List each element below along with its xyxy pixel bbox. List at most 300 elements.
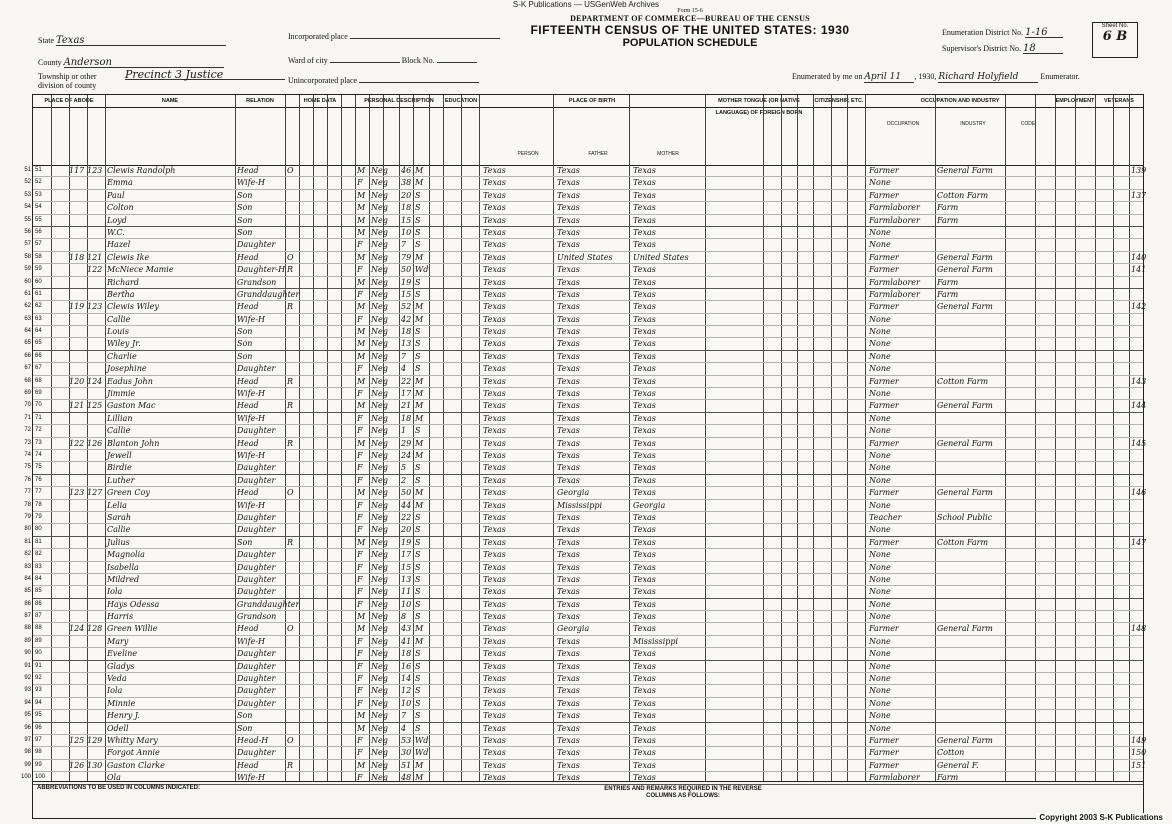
birthplace-father: Texas [557, 537, 580, 547]
relation: Head [237, 488, 259, 498]
industry: General Farm [937, 438, 993, 448]
line-number: 54 [24, 204, 31, 211]
birthplace-person: Texas [483, 227, 506, 237]
table-row [24, 661, 1143, 673]
sex: M [357, 723, 366, 733]
age: 24 [401, 450, 412, 460]
race: Neg [371, 463, 388, 473]
header-occupation: OCCUPATION [886, 121, 920, 127]
sex: F [357, 413, 363, 423]
sheet-label: Sheet No. [1101, 23, 1129, 29]
line-number-left: 51 [35, 167, 42, 173]
birthplace-father: Texas [557, 327, 580, 337]
dwelling-number: 126 [69, 760, 85, 770]
table-row [24, 338, 1143, 350]
birthplace-person: Texas [483, 351, 506, 361]
birthplace-father: Texas [557, 512, 580, 522]
relation: Daughter [237, 698, 276, 708]
table-row [24, 363, 1143, 375]
line-number: 78 [24, 501, 31, 508]
relation: Granddaughter [237, 289, 300, 299]
birthplace-father: Texas [557, 587, 580, 597]
birthplace-person: Texas [483, 438, 506, 448]
occupation: None [869, 562, 891, 572]
birthplace-mother: Texas [633, 438, 656, 448]
birthplace-mother: Texas [633, 723, 656, 733]
birthplace-father: Texas [557, 240, 580, 250]
line-number: 90 [24, 650, 31, 657]
birthplace-person: Texas [483, 773, 506, 783]
person-name: Callie [107, 314, 131, 324]
line-number-left: 82 [35, 551, 42, 558]
group-name: NAME [105, 95, 236, 108]
farm-schedule: 148 [1131, 624, 1147, 634]
line-number-left: 58 [35, 253, 42, 260]
marital-status: S [415, 537, 421, 547]
group-mother-tongue: MOTHER TONGUE (OR NATIVE LANGUAGE) OF FOREIGN BORN [705, 95, 814, 108]
person-name: McNiece Mamie [107, 265, 174, 275]
line-number: 89 [24, 637, 31, 644]
birthplace-mother: Texas [633, 302, 656, 312]
race: Neg [371, 550, 388, 560]
person-name: Gaston Clarke [107, 760, 165, 770]
race: Neg [371, 450, 388, 460]
dwelling-number: 121 [69, 401, 85, 411]
sex: M [357, 190, 366, 200]
marital-status: S [415, 339, 421, 349]
birthplace-father: Texas [557, 674, 580, 684]
table-row [24, 264, 1147, 276]
occupation: None [869, 574, 891, 584]
marital-status: S [415, 227, 421, 237]
marital-status: M [415, 624, 424, 634]
birthplace-father: Texas [557, 723, 580, 733]
sex: F [357, 550, 363, 560]
line-number-left: 55 [35, 216, 42, 223]
occupation: None [869, 686, 891, 696]
relation: Daughter [237, 364, 276, 374]
line-number: 69 [24, 390, 31, 397]
relation: Wife-H [237, 636, 266, 646]
abbrev-heading: ABBREVIATIONS TO BE USED IN COLUMNS INDICATED: [37, 785, 201, 791]
relation: Grandson [237, 612, 277, 622]
birthplace-father: Texas [557, 314, 580, 324]
race: Neg [371, 686, 388, 696]
industry: Cotton Farm [937, 190, 989, 200]
race: Neg [371, 500, 388, 510]
birthplace-person: Texas [483, 339, 506, 349]
occupation: Farmer [869, 401, 899, 411]
marital-status: Wd [415, 265, 429, 275]
table-row [24, 500, 1143, 512]
line-number-left: 59 [35, 266, 42, 273]
person-name: Callie [107, 525, 131, 535]
birthplace-father: Texas [557, 612, 580, 622]
dwelling-number: 120 [69, 376, 85, 386]
birthplace-person: Texas [483, 500, 506, 510]
birthplace-mother: Texas [633, 314, 656, 324]
race: Neg [371, 760, 388, 770]
relation: Head [237, 302, 259, 312]
line-number: 92 [24, 675, 31, 682]
sex: M [357, 488, 366, 498]
table-row [24, 735, 1147, 747]
line-number: 57 [24, 241, 31, 248]
marital-status: M [415, 773, 424, 783]
family-number: 129 [87, 735, 103, 745]
age: 41 [401, 636, 412, 646]
birthplace-father: Texas [557, 550, 580, 560]
line-number-left: 96 [35, 724, 42, 731]
age: 11 [401, 587, 412, 597]
line-number-left: 69 [35, 390, 42, 397]
birthplace-father: Texas [557, 426, 580, 436]
sex: F [357, 265, 363, 275]
birthplace-person: Texas [483, 166, 506, 175]
age: 1 [401, 426, 407, 436]
line-number: 75 [24, 464, 31, 471]
line-number-left: 61 [35, 290, 42, 297]
occupation: None [869, 612, 891, 622]
birthplace-person: Texas [483, 389, 506, 399]
relation: Head [237, 166, 259, 175]
occupation: Farmlaborer [869, 215, 920, 225]
occupation: None [869, 178, 891, 188]
person-name: Jewell [107, 450, 132, 460]
relation: Granddaughter [237, 599, 300, 609]
occupation: Farmlaborer [869, 773, 920, 783]
birthplace-mother: Texas [633, 550, 656, 560]
birthplace-person: Texas [483, 401, 506, 411]
birthplace-mother: Texas [633, 711, 656, 721]
farm-schedule: 147 [1131, 537, 1147, 547]
relation: Daughter [237, 550, 276, 560]
dwelling-number: 123 [69, 488, 85, 498]
sex: F [357, 674, 363, 684]
birthplace-mother: Texas [633, 327, 656, 337]
birthplace-mother: Texas [633, 389, 656, 399]
line-number: 87 [24, 613, 31, 620]
race: Neg [371, 661, 388, 671]
table-row [24, 487, 1147, 499]
race: Neg [371, 438, 388, 448]
township-label: Township or other division of county [38, 72, 97, 90]
marital-status: S [415, 475, 421, 485]
table-row [24, 289, 1143, 301]
person-name: Eveline [107, 649, 138, 659]
group-place-of-abode: PLACE OF ABODE [33, 95, 106, 108]
race: Neg [371, 339, 388, 349]
marital-status: S [415, 674, 421, 684]
birthplace-father: Georgia [557, 488, 590, 498]
home-tenure: O [287, 735, 294, 745]
occupation: Farmer [869, 735, 899, 745]
birthplace-mother: Texas [633, 277, 656, 287]
sex: M [357, 277, 366, 287]
table-row [24, 462, 1143, 474]
birthplace-father: Texas [557, 376, 580, 386]
race: Neg [371, 674, 388, 684]
census-title: FIFTEENTH CENSUS OF THE UNITED STATES: 1930 [530, 23, 850, 37]
group-citizenship: CITIZENSHIP, ETC. [813, 95, 866, 108]
archive-banner: S-K Publications — USGenWeb Archives [512, 0, 660, 9]
relation: Son [237, 537, 253, 547]
farm-schedule: 137 [1131, 190, 1147, 200]
date-value: April 11 [864, 73, 914, 83]
birthplace-person: Texas [483, 277, 506, 287]
age: 46 [401, 166, 412, 175]
marital-status: S [415, 612, 421, 622]
race: Neg [371, 698, 388, 708]
line-number: 58 [24, 253, 31, 260]
industry: School Public [937, 512, 993, 522]
age: 14 [401, 674, 412, 684]
birthplace-person: Texas [483, 314, 506, 324]
birthplace-person: Texas [483, 240, 506, 250]
age: 29 [401, 438, 412, 448]
race: Neg [371, 562, 388, 572]
occupation: None [869, 711, 891, 721]
line-number-left: 98 [35, 749, 42, 756]
age: 18 [401, 413, 412, 423]
age: 20 [401, 525, 412, 535]
race: Neg [371, 587, 388, 597]
enumerated-label: Enumerated by me on [792, 72, 863, 81]
farm-schedule: 149 [1131, 735, 1147, 745]
relation: Son [237, 339, 253, 349]
marital-status: S [415, 550, 421, 560]
birthplace-father: Mississippi [557, 500, 603, 510]
marital-status: M [415, 302, 424, 312]
birthplace-father: Texas [557, 364, 580, 374]
marital-status: M [415, 760, 424, 770]
sex: M [357, 537, 366, 547]
supervisor-district-label: Supervisor's District No. [942, 44, 1021, 53]
race: Neg [371, 574, 388, 584]
line-number-left: 64 [35, 328, 42, 335]
birthplace-mother: Texas [633, 748, 656, 758]
birthplace-person: Texas [483, 537, 506, 547]
birthplace-father: Texas [557, 562, 580, 572]
unincorporated-field [288, 76, 479, 85]
birthplace-mother: Georgia [633, 500, 666, 510]
sex: F [357, 475, 363, 485]
table-row [24, 351, 1143, 363]
person-name: Hazel [107, 240, 131, 250]
age: 10 [401, 698, 412, 708]
race: Neg [371, 636, 388, 646]
age: 22 [401, 512, 412, 522]
birthplace-mother: Texas [633, 773, 656, 783]
dwelling-number: 117 [69, 166, 85, 175]
line-number: 97 [24, 736, 31, 743]
line-number: 66 [24, 352, 31, 359]
supervisor-district-field [942, 44, 1063, 54]
birthplace-person: Texas [483, 265, 506, 275]
occupation: None [869, 698, 891, 708]
line-number-left: 100 [35, 774, 46, 781]
line-number: 64 [24, 328, 31, 335]
birthplace-father: Texas [557, 661, 580, 671]
age: 17 [401, 550, 412, 560]
race: Neg [371, 351, 388, 361]
relation: Wife-H [237, 314, 266, 324]
family-number: 125 [87, 401, 103, 411]
birthplace-person: Texas [483, 364, 506, 374]
marital-status: S [415, 723, 421, 733]
birthplace-person: Texas [483, 178, 506, 188]
family-number: 123 [87, 166, 103, 175]
line-number: 88 [24, 625, 31, 632]
person-name: Louis [107, 327, 129, 337]
marital-status: M [415, 488, 424, 498]
birthplace-father: United States [557, 252, 613, 262]
relation: Head-H [237, 735, 269, 745]
line-number: 51 [24, 167, 31, 173]
enum-district-value: 1-16 [1025, 28, 1063, 38]
table-row [24, 673, 1143, 685]
industry: Cotton [937, 748, 965, 758]
line-number-left: 60 [35, 278, 42, 285]
family-number: 126 [87, 438, 103, 448]
line-number-left: 72 [35, 427, 42, 434]
line-number: 77 [24, 489, 31, 496]
relation: Wife-H [237, 450, 266, 460]
home-tenure: O [287, 488, 294, 498]
birthplace-person: Texas [483, 302, 506, 312]
line-number: 65 [24, 340, 31, 347]
table-row [24, 574, 1143, 586]
incorporated-label: Incorporated place [288, 32, 348, 41]
race: Neg [371, 649, 388, 659]
age: 52 [401, 302, 412, 312]
state-label: State [38, 36, 54, 45]
relation: Son [237, 711, 253, 721]
person-name: Jimmie [107, 389, 136, 399]
line-number-left: 71 [35, 414, 42, 421]
occupation: Farmer [869, 265, 899, 275]
line-number-left: 56 [35, 228, 42, 235]
age: 8 [401, 612, 407, 622]
birthplace-father: Texas [557, 166, 580, 175]
person-name: Sarah [107, 512, 131, 522]
birthplace-father: Texas [557, 389, 580, 399]
table-row [24, 227, 1143, 239]
marital-status: S [415, 587, 421, 597]
birthplace-person: Texas [483, 562, 506, 572]
age: 30 [401, 748, 412, 758]
table-row [24, 314, 1143, 326]
line-number: 63 [24, 315, 31, 322]
age: 5 [401, 463, 407, 473]
group-relation: RELATION [235, 95, 286, 108]
line-number: 62 [24, 303, 31, 310]
sex: F [357, 289, 363, 299]
age: 13 [401, 339, 412, 349]
line-number: 81 [24, 538, 31, 545]
sex: F [357, 450, 363, 460]
race: Neg [371, 252, 388, 262]
race: Neg [371, 166, 388, 175]
person-name: Isabella [107, 562, 139, 572]
relation: Daughter-H [237, 265, 286, 275]
person-name: Colton [107, 203, 134, 213]
sex: M [357, 760, 366, 770]
table-row [24, 747, 1147, 759]
header-industry: INDUSTRY [960, 121, 986, 127]
entries-heading: ENTRIES AND REMARKS REQUIRED IN THE REVERSE COLUMNS AS FOLLOWS: [604, 786, 762, 799]
occupation: None [869, 327, 891, 337]
birthplace-mother: Texas [633, 463, 656, 473]
sex: F [357, 389, 363, 399]
family-number: 121 [87, 252, 103, 262]
age: 42 [401, 314, 412, 324]
line-number: 55 [24, 216, 31, 223]
table-row [24, 239, 1143, 251]
marital-status: S [415, 525, 421, 535]
county-label: County [38, 58, 62, 67]
birthplace-person: Texas [483, 252, 506, 262]
farm-schedule: 140 [1131, 252, 1147, 262]
marital-status: S [415, 215, 421, 225]
table-row [24, 512, 1143, 524]
table-row [24, 648, 1143, 660]
enumerator-value: Richard Holyfield [938, 73, 1038, 83]
occupation: Farmer [869, 166, 899, 175]
race: Neg [371, 525, 388, 535]
age: 53 [401, 735, 412, 745]
occupation: None [869, 550, 891, 560]
person-name: Clewis Randolph [107, 166, 176, 175]
race: Neg [371, 190, 388, 200]
header-mother: MOTHER [657, 151, 679, 157]
relation: Wife-H [237, 773, 266, 783]
person-name: Harris [107, 612, 134, 622]
line-number-left: 85 [35, 588, 42, 595]
birthplace-person: Texas [483, 649, 506, 659]
person-name: Iola [107, 686, 123, 696]
line-number-left: 70 [35, 402, 42, 409]
line-number-left: 73 [35, 439, 42, 446]
person-name: Callie [107, 426, 131, 436]
person-name: Richard [107, 277, 139, 287]
birthplace-person: Texas [483, 587, 506, 597]
sex: F [357, 178, 363, 188]
race: Neg [371, 599, 388, 609]
marital-status: S [415, 364, 421, 374]
table-row [24, 252, 1147, 264]
age: 19 [401, 537, 412, 547]
race: Neg [371, 612, 388, 622]
industry: Farm [937, 203, 959, 213]
age: 15 [401, 289, 412, 299]
line-number-left: 97 [35, 736, 42, 743]
marital-status: M [415, 401, 424, 411]
line-number-left: 66 [35, 352, 42, 359]
occupation: Farmlaborer [869, 203, 920, 213]
table-row [24, 413, 1143, 425]
sex: F [357, 661, 363, 671]
table-row [24, 301, 1147, 313]
occupation: Farmer [869, 624, 899, 634]
marital-status: M [415, 389, 424, 399]
home-tenure: R [287, 537, 294, 547]
line-number-left: 90 [35, 650, 42, 657]
occupation: Farmer [869, 376, 899, 386]
birthplace-father: Texas [557, 636, 580, 646]
table-row [24, 710, 1143, 722]
line-number-left: 88 [35, 625, 42, 632]
